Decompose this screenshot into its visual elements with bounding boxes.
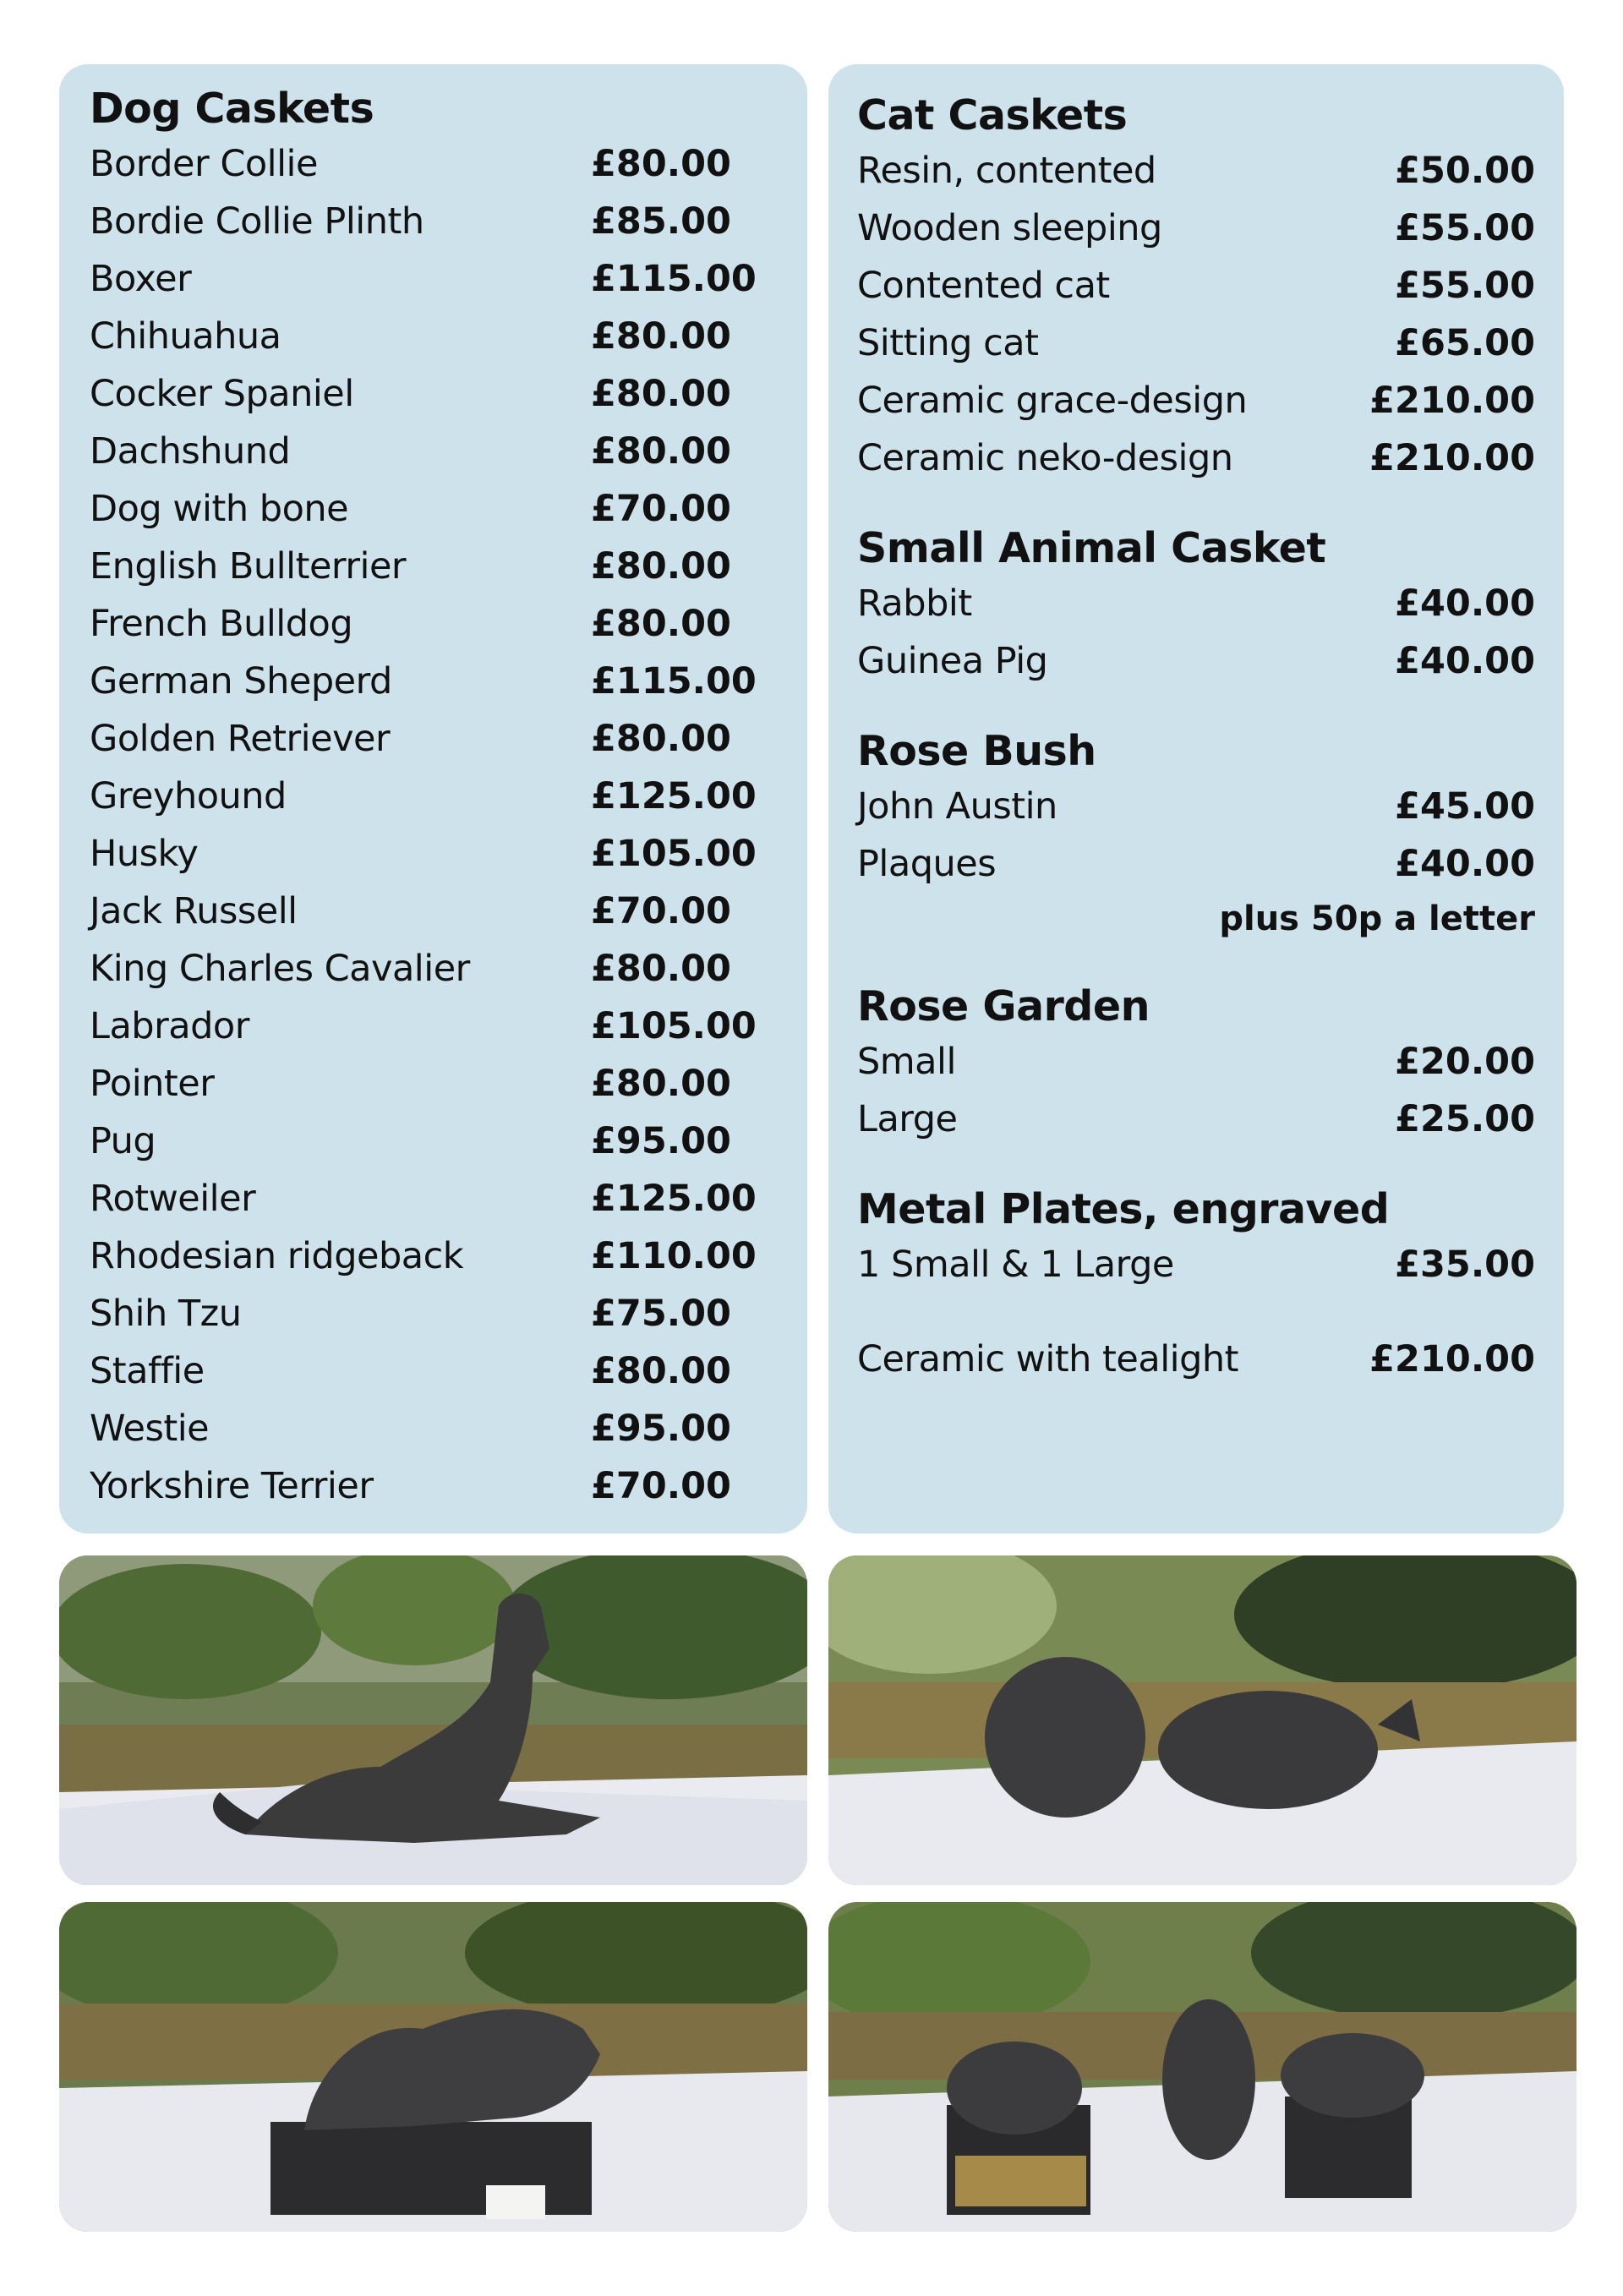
item-name: Rhodesian ridgeback: [90, 1235, 464, 1277]
item-price: £55.00: [1395, 265, 1535, 307]
price-row: [90, 883, 777, 940]
price-row: [90, 1342, 777, 1400]
item-name: Contented cat: [857, 265, 1110, 307]
item-name: Wooden sleeping: [857, 207, 1162, 249]
price-row: [90, 308, 777, 365]
item-name: German Sheperd: [90, 660, 392, 702]
rose-garden-title: Rose Garden: [857, 982, 1150, 1030]
price-row: [90, 1285, 777, 1342]
rose-bush-title: Rose Bush: [857, 727, 1096, 775]
item-price: £210.00: [1369, 437, 1535, 479]
item-price: £20.00: [1395, 1041, 1535, 1083]
price-row: [90, 1055, 777, 1112]
cats-sculpture-photo: [828, 1555, 1577, 1885]
price-row: [857, 1236, 1535, 1293]
item-price: £105.00: [591, 833, 757, 875]
price-row: [90, 365, 777, 423]
price-row: [90, 193, 777, 250]
price-row: [857, 1033, 1535, 1091]
item-price: £80.00: [591, 1350, 731, 1392]
item-price: £115.00: [591, 660, 757, 702]
item-price: £25.00: [1395, 1098, 1535, 1140]
price-row: [857, 778, 1535, 835]
item-price: £80.00: [591, 948, 731, 990]
item-name: Ceramic grace-design: [857, 380, 1248, 422]
item-name: Yorkshire Terrier: [90, 1465, 374, 1507]
price-row: [857, 575, 1535, 632]
item-price: £210.00: [1369, 1338, 1535, 1380]
item-price: £70.00: [591, 890, 731, 932]
price-row: [857, 142, 1535, 200]
price-row: [90, 538, 777, 595]
item-name: Cocker Spaniel: [90, 373, 354, 415]
price-row: [90, 135, 777, 193]
rose-garden-list: [857, 1033, 1535, 1148]
metal-plates-list: [857, 1236, 1535, 1293]
item-name: Rabbit: [857, 582, 972, 625]
dog-caskets-list: [90, 135, 777, 1515]
item-price: £80.00: [591, 430, 731, 473]
small-animal-title: Small Animal Casket: [857, 524, 1326, 572]
item-price: £95.00: [591, 1120, 731, 1162]
item-name: Shih Tzu: [90, 1293, 242, 1335]
item-price: £125.00: [591, 1178, 757, 1220]
price-row: [857, 1091, 1535, 1148]
item-price: £55.00: [1395, 207, 1535, 249]
price-row: [90, 768, 777, 825]
price-row: [857, 200, 1535, 257]
item-price: £80.00: [591, 718, 731, 760]
item-price: £110.00: [591, 1235, 757, 1277]
price-row: [90, 1227, 777, 1285]
item-price: £80.00: [591, 1063, 731, 1105]
item-name: Chihuahua: [90, 315, 281, 358]
item-name: Dog with bone: [90, 488, 349, 530]
item-name: Ceramic neko-design: [857, 437, 1233, 479]
cat-caskets-title: Cat Caskets: [857, 91, 1128, 139]
item-price: £35.00: [1395, 1244, 1535, 1286]
price-row: [857, 257, 1535, 314]
item-price: £40.00: [1395, 582, 1535, 625]
collie-plinth-sculpture-photo: [59, 1902, 807, 2232]
price-row: [90, 998, 777, 1055]
item-price: £40.00: [1395, 843, 1535, 885]
item-name: Dachshund: [90, 430, 291, 473]
price-row: [90, 1112, 777, 1170]
item-price: £75.00: [591, 1293, 731, 1335]
price-row: [90, 653, 777, 710]
item-name: 1 Small & 1 Large: [857, 1244, 1174, 1286]
item-name: Golden Retriever: [90, 718, 391, 760]
item-name: Small: [857, 1041, 956, 1083]
rabbit-sculptures-photo: [828, 1902, 1577, 2232]
item-price: £95.00: [591, 1408, 731, 1450]
item-name: Large: [857, 1098, 958, 1140]
item-price: £105.00: [591, 1005, 757, 1047]
ceramic-tealight-row: [857, 1331, 1535, 1388]
item-name: Jack Russell: [90, 890, 298, 932]
price-row: [90, 1170, 777, 1227]
item-name: Guinea Pig: [857, 640, 1048, 682]
metal-plates-title: Metal Plates, engraved: [857, 1185, 1390, 1233]
item-name: English Bullterrier: [90, 545, 407, 588]
price-row: [857, 429, 1535, 487]
item-price: £80.00: [591, 143, 731, 185]
item-name: Pug: [90, 1120, 156, 1162]
item-price: £125.00: [591, 775, 757, 817]
item-name: John Austin: [857, 785, 1057, 828]
item-name: Husky: [90, 833, 199, 875]
item-price: £85.00: [591, 200, 731, 243]
price-row: [857, 314, 1535, 372]
item-name: Rotweiler: [90, 1178, 256, 1220]
price-row: [857, 835, 1535, 893]
item-price: £70.00: [591, 1465, 731, 1507]
item-name: King Charles Cavalier: [90, 948, 470, 990]
item-price: £115.00: [591, 258, 757, 300]
item-name: Pointer: [90, 1063, 215, 1105]
other-items-panel: [828, 64, 1564, 1533]
item-price: £65.00: [1395, 322, 1535, 364]
item-name: Boxer: [90, 258, 192, 300]
price-row: [90, 423, 777, 480]
item-price: £40.00: [1395, 640, 1535, 682]
price-row: [90, 480, 777, 538]
item-price: £80.00: [591, 545, 731, 588]
small-animal-list: [857, 575, 1535, 690]
price-row: [857, 632, 1535, 690]
dog-caskets-title: Dog Caskets: [90, 85, 374, 133]
item-name: Bordie Collie Plinth: [90, 200, 424, 243]
price-row: [90, 595, 777, 653]
item-name: Sitting cat: [857, 322, 1039, 364]
item-name: Labrador: [90, 1005, 249, 1047]
price-row: [90, 1400, 777, 1457]
item-price: £50.00: [1395, 150, 1535, 192]
greyhound-sculpture-photo: [59, 1555, 807, 1885]
price-row: [90, 825, 777, 883]
price-row: [90, 1457, 777, 1515]
item-price: £45.00: [1395, 785, 1535, 828]
dog-caskets-panel: [59, 64, 807, 1533]
item-name: Plaques: [857, 843, 997, 885]
price-row: [90, 940, 777, 998]
item-price: £70.00: [591, 488, 731, 530]
item-price: £210.00: [1369, 380, 1535, 422]
item-name: Greyhound: [90, 775, 287, 817]
item-price: £80.00: [591, 373, 731, 415]
item-name: French Bulldog: [90, 603, 353, 645]
rose-bush-list: [857, 778, 1535, 893]
item-name: Westie: [90, 1408, 210, 1450]
price-row: [90, 250, 777, 308]
price-row: [90, 710, 777, 768]
item-price: £80.00: [591, 315, 731, 358]
plaque-letter-note: plus 50p a letter: [1219, 899, 1535, 938]
item-name: Ceramic with tealight: [857, 1338, 1239, 1380]
item-name: Resin, contented: [857, 150, 1156, 192]
item-name: Border Collie: [90, 143, 318, 185]
item-name: Staffie: [90, 1350, 205, 1392]
item-price: £80.00: [591, 603, 731, 645]
price-row: [857, 372, 1535, 429]
cat-caskets-list: [857, 142, 1535, 487]
